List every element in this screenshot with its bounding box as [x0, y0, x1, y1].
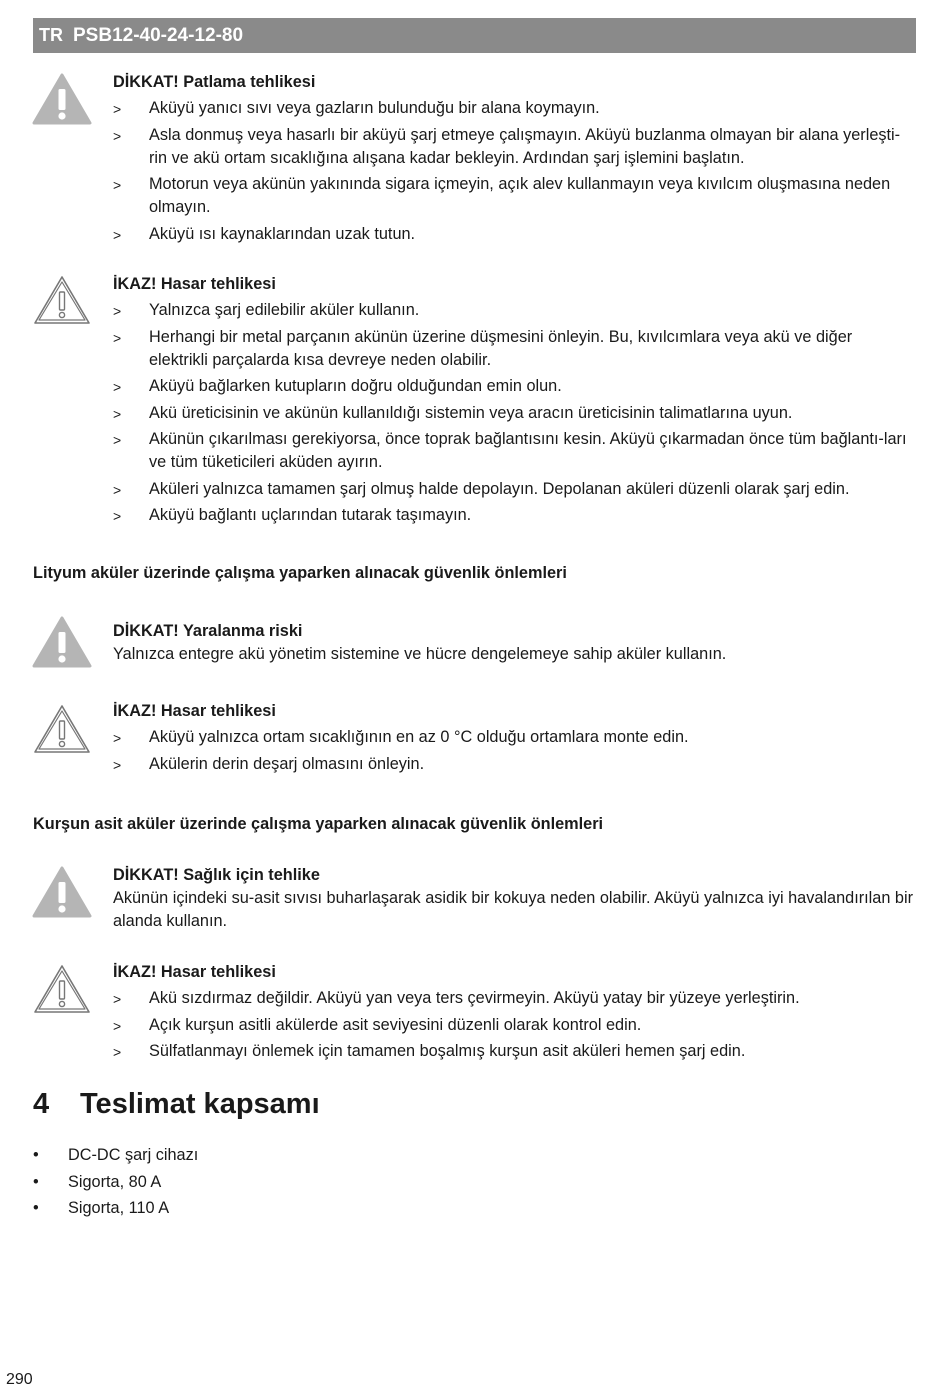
warning-block-health — [113, 864, 913, 933]
warning-title: İKAZ! Hasar tehlikesi — [113, 275, 276, 293]
warning-block-injury — [113, 620, 913, 666]
section-heading-lithium: Lityum aküler üzerinde çalışma yaparken alınacak güvenlik önlemleri — [33, 564, 567, 582]
list-item — [113, 504, 913, 527]
warning-block-explosion — [113, 71, 913, 246]
list-item — [113, 428, 913, 474]
item-marker: > — [113, 177, 122, 193]
item-marker: > — [113, 329, 122, 346]
item-marker: > — [113, 379, 122, 395]
chapter-heading — [33, 1088, 320, 1121]
item-text: Aküyü bağlarken kutupların doğru olduğundan emin olun. — [149, 377, 562, 395]
list-item — [113, 1014, 913, 1037]
bullet-marker: • — [33, 1146, 39, 1164]
warning-title: DİKKAT! Patlama tehlikesi — [113, 73, 316, 91]
item-text: Herhangi bir metal parçanın akünün üzerine düşmesini önleyin. Bu, kıvılcımlara veya akü ve diğer elektrikli parçalarda kısa devreye neden olabilir. — [149, 327, 853, 369]
item-text: Aküyü ısı kaynaklarından uzak tutun. — [149, 224, 416, 243]
item-text: Sigorta, 110 A — [68, 1199, 170, 1217]
warning-triangle-icon — [32, 615, 92, 669]
item-marker: > — [113, 756, 122, 773]
item-marker: > — [113, 991, 122, 1007]
list-item — [113, 726, 913, 749]
item-text: Motorun veya akünün yakınında sigara içmeyin, açık alev kullanmayın veya kıvılcım oluşmasına neden olmayın. — [149, 175, 891, 216]
item-text: Aküleri yalnızca tamamen şarj olmuş halde depolayın. Depolanan aküleri düzenli olarak şarj edin. — [149, 479, 850, 498]
list-item — [113, 987, 913, 1010]
list-item — [33, 1169, 198, 1196]
item-marker: > — [113, 432, 122, 448]
warning-triangle-outline-icon — [32, 273, 92, 327]
chapter-number: 4 — [33, 1088, 50, 1120]
item-marker: > — [113, 303, 122, 319]
list-item — [113, 326, 913, 372]
list-item — [113, 223, 913, 246]
item-text: Sigorta, 80 A — [68, 1172, 162, 1191]
item-text: Sülfatlanmayı önlemek için tamamen boşalmış kurşun asit aküleri hemen şarj edin. — [149, 1042, 746, 1060]
warning-triangle-outline-icon — [32, 702, 92, 756]
chapter-title: Teslimat kapsamı — [80, 1088, 320, 1120]
item-marker: > — [113, 127, 122, 144]
warning-text: Yalnızca entegre akü yönetim sistemine ve hücre dengelemeye sahip aküler kullanın. — [113, 645, 727, 663]
item-text: DC-DC şarj cihazı — [68, 1146, 199, 1164]
warning-title: DİKKAT! Sağlık için tehlike — [113, 866, 320, 884]
warning-title: İKAZ! Hasar tehlikesi — [113, 702, 276, 720]
list-item — [113, 1040, 913, 1063]
item-text: Akü üreticisinin ve akünün kullanıldığı sistemin veya aracın üreticisinin talimatlarına uyun. — [149, 403, 793, 422]
list-item — [113, 299, 913, 322]
bullet-marker: • — [33, 1199, 39, 1217]
item-marker: > — [113, 405, 122, 422]
item-marker: > — [113, 1017, 122, 1034]
list-item — [113, 402, 913, 425]
item-text: Yalnızca şarj edilebilir aküler kullanın. — [149, 301, 420, 319]
scope-list — [33, 1142, 198, 1222]
list-item — [113, 375, 913, 398]
list-item — [113, 173, 913, 219]
item-text: Aküyü yalnızca ortam sıcaklığının en az 0 °C olduğu ortamlara monte edin. — [149, 728, 689, 746]
list-item — [33, 1195, 198, 1222]
list-item — [33, 1142, 198, 1169]
warning-triangle-icon — [32, 865, 92, 919]
warning-title: DİKKAT! Yaralanma riski — [113, 622, 303, 640]
page-number: 290 — [6, 1371, 33, 1388]
warning-text: Akünün içindeki su-asit sıvısı buharlaşarak asidik bir kokuya neden olabilir. Aküyü yalnızca iyi havalandırılan bir alanda kullanın. — [113, 889, 914, 930]
item-text: Aküyü yanıcı sıvı veya gazların bulunduğu bir alana koymayın. — [149, 99, 600, 117]
item-text: Akü sızdırmaz değildir. Aküyü yan veya ters çevirmeyin. Aküyü yatay bir yüzeye yerleştirin. — [149, 989, 800, 1007]
item-marker: > — [113, 508, 122, 524]
warning-triangle-outline-icon — [32, 962, 92, 1016]
list-item — [113, 753, 913, 776]
item-text: Aküyü bağlantı uçlarından tutarak taşımayın. — [149, 506, 472, 524]
item-marker: > — [113, 730, 122, 746]
list-item — [113, 124, 913, 170]
item-marker: > — [113, 101, 122, 117]
item-marker: > — [113, 481, 122, 498]
item-text: Açık kurşun asitli akülerde asit seviyesini düzenli olarak kontrol edin. — [149, 1015, 642, 1034]
warning-block-damage-2 — [113, 700, 913, 776]
item-marker: > — [113, 1044, 122, 1060]
item-marker: > — [113, 226, 122, 243]
warning-block-damage-3 — [113, 961, 913, 1063]
language-code: TR — [39, 25, 63, 45]
section-heading-lead-acid: Kurşun asit aküler üzerinde çalışma yaparken alınacak güvenlik önlemleri — [33, 815, 604, 833]
item-text: Asla donmuş veya hasarlı bir aküyü şarj etmeye çalışmayın. Aküyü buzlanma olmayan bir alana yerleşti-rin ve akü ortam sıcaklığına alışana kadar bekleyin. Ardından şarj işlemini başlatın. — [149, 125, 901, 167]
item-text: Akünün çıkarılması gerekiyorsa, önce toprak bağlantısını kesin. Aküyü çıkarmadan önce tüm bağlantı-ları ve tüm tüketicileri aküden ayırın. — [149, 430, 907, 471]
list-item — [113, 478, 913, 501]
warning-title: İKAZ! Hasar tehlikesi — [113, 963, 276, 981]
bullet-marker: • — [33, 1172, 39, 1191]
warning-triangle-icon — [32, 72, 92, 126]
list-item — [113, 97, 913, 120]
item-text: Akülerin derin deşarj olmasını önleyin. — [149, 754, 425, 773]
page-header — [33, 18, 916, 53]
warning-block-damage-1 — [113, 273, 913, 527]
model-number: PSB12-40-24-12-80 — [73, 24, 244, 46]
